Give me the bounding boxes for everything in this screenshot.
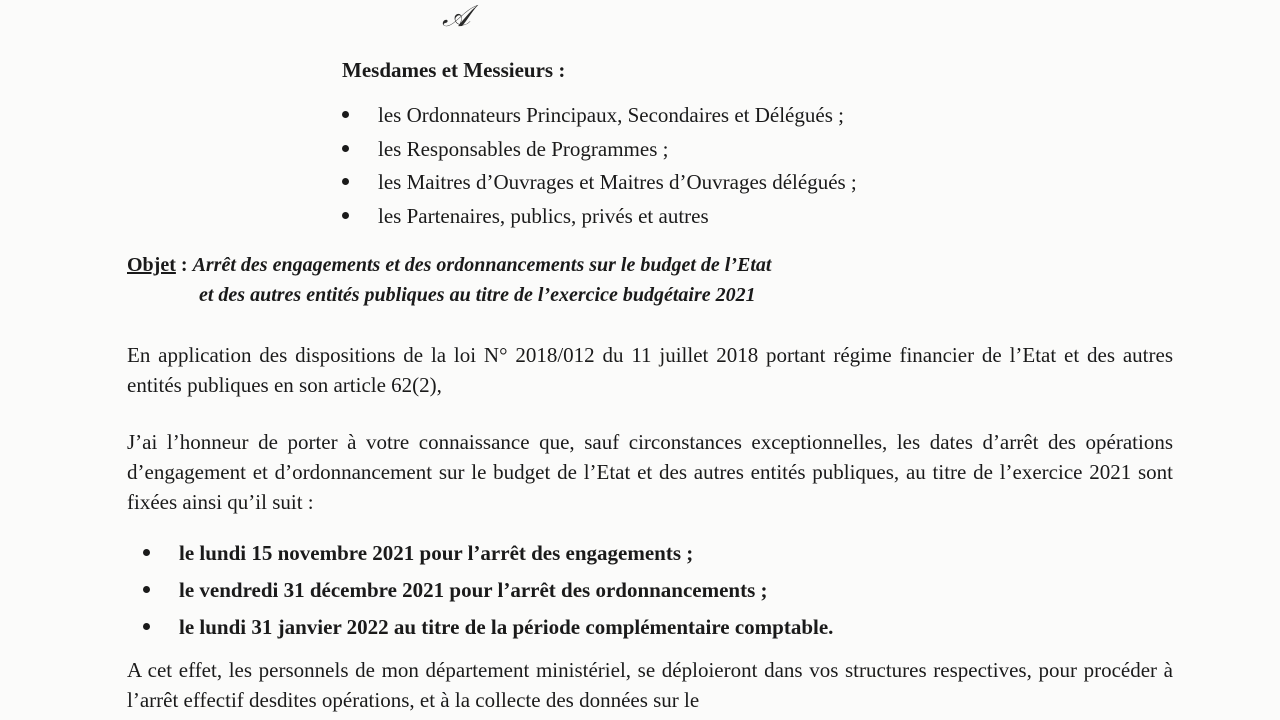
recipient-text: les Responsables de Programmes ; [378, 136, 669, 161]
subject-block [127, 250, 771, 310]
bullet-icon [342, 145, 349, 152]
deadline-list [143, 537, 833, 648]
subject-label: Objet [127, 254, 176, 276]
subject-line-2: et des autres entités publiques au titre de l’exercice budgétaire 2021 [199, 284, 756, 306]
bullet-icon [143, 623, 150, 630]
recipient-list [342, 100, 857, 234]
recipient-text: les Partenaires, publics, privés et autres [378, 203, 709, 228]
deadline-text: le lundi 31 janvier 2022 au titre de la période complémentaire comptable. [179, 615, 834, 639]
recipient-item [342, 201, 857, 235]
recipient-text: les Maitres d’Ouvrages et Maitres d’Ouvrages délégués ; [378, 170, 857, 194]
bullet-icon [342, 178, 349, 185]
paragraph-legal-basis: En application des dispositions de la loi N° 2018/012 du 11 juillet 2018 portant régime financier de l’Etat et des autres entités publiques en son article 62(2), [127, 343, 1173, 397]
script-initial-mark: 𝒜 [442, 0, 471, 33]
bullet-icon [342, 212, 349, 219]
bullet-icon [143, 586, 150, 593]
subject-colon: : [175, 254, 193, 276]
bullet-icon [143, 549, 150, 556]
deadline-text: le lundi 15 novembre 2021 pour l’arrêt des engagements ; [179, 541, 694, 565]
recipient-item [342, 167, 857, 201]
deadline-item [143, 537, 833, 574]
bullet-icon [342, 111, 349, 118]
paragraph-announcement: J’ai l’honneur de porter à votre connaissance que, sauf circonstances exceptionnelles, les dates d’arrêt des opérations d’engagement et d’ordonnancement sur le budget de l’Etat et des autres entités publiques, au titre de l’exercice 2021 sont fixées ainsi qu’il suit : [127, 430, 1173, 514]
paragraph-deployment: A cet effet, les personnels de mon département ministériel, se déploieront dans vos structures respectives, pour procéder à l’arrêt effectif desdites opérations, et à la collecte des données sur le [127, 658, 1173, 712]
deadline-item [143, 574, 833, 611]
subject-line-1: Arrêt des engagements et des ordonnancements sur le budget de l’Etat [192, 254, 772, 276]
deadline-item [143, 611, 833, 648]
recipient-item [342, 100, 857, 134]
recipient-text: les Ordonnateurs Principaux, Secondaires et Délégués ; [378, 103, 844, 127]
recipient-item [342, 134, 857, 168]
addressee-heading: Mesdames et Messieurs : [342, 58, 566, 82]
deadline-text: le vendredi 31 décembre 2021 pour l’arrêt des ordonnancements ; [179, 578, 768, 602]
